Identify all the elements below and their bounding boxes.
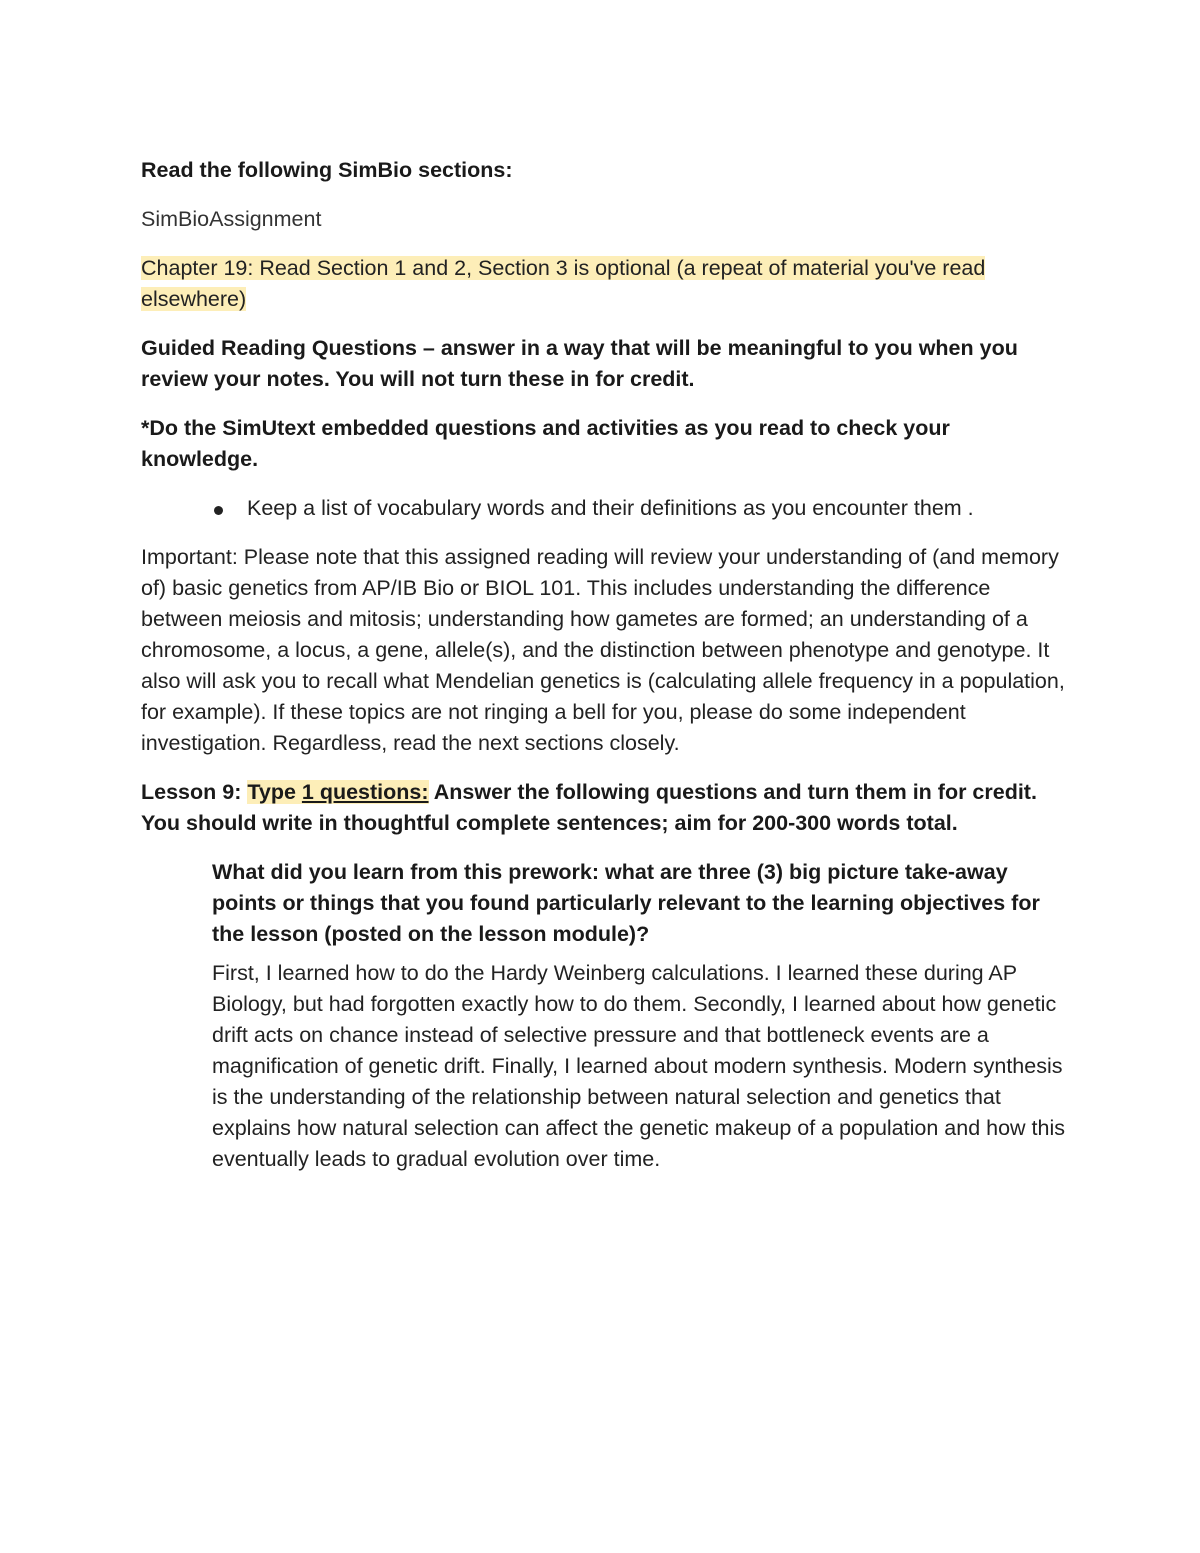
lesson-type-highlight (247, 780, 428, 804)
lesson-type-label: Type (247, 780, 302, 804)
questions-link[interactable]: 1 questions: (301, 780, 429, 804)
list-item (141, 493, 1066, 524)
lesson-prefix: Lesson 9: (141, 780, 248, 804)
simbio-assignment-link[interactable]: SimBioAssignment (141, 207, 322, 231)
important-note: Important: Please note that this assigned reading will review your understanding of (and memory of) basic genetics from AP/IB Bio or BIOL 101. This includes understanding the difference between meiosis and mitosis; understanding how gametes are formed; an understanding of a chromosome, a locus, a gene, allele(s), and the distinction between phenotype and genotype. It also will ask you to recall what Mendelian genetics is (calculating allele frequency in a population, for example). If these topics are not ringing a bell for you, please do some independent investigation. Regardless, read the next sections closely. (141, 545, 1065, 755)
lesson-rest: Answer the following questions and turn them in for credit. You should write in thoughtful complete sentences; aim for 200-300 words total. (141, 780, 1037, 835)
bullet-icon (214, 506, 223, 515)
lesson-instructions (141, 777, 1066, 839)
prework-answer: First, I learned how to do the Hardy Weinberg calculations. I learned these during AP Biology, but had forgotten exactly how to do them. Secondly, I learned about how genetic drift acts on chance instead of selective pressure and that bottleneck events are a magnification of genetic drift. Finally, I learned about modern synthesis. Modern synthesis is the understanding of the relationship between natural selection and genetics that explains how natural selection can affect the genetic makeup of a population and how this eventually leads to gradual evolution over time. (212, 961, 1065, 1171)
vocabulary-list (141, 493, 1066, 524)
simutext-instructions: *Do the SimUtext embedded questions and activities as you read to check your knowledge. (141, 416, 950, 471)
prework-question: What did you learn from this prework: what are three (3) big picture take-away points or things that you found particularly relevant to the learning objectives for the lesson (posted on the lesson module)? (212, 860, 1040, 946)
chapter-note-highlight: Chapter 19: Read Section 1 and 2, Section 3 is optional (a repeat of material you've read elsewhere) (141, 256, 986, 311)
chapter-note (141, 253, 1066, 315)
document-page (141, 155, 1066, 1193)
question-block (212, 857, 1066, 1175)
list-item-text: Keep a list of vocabulary words and their definitions as you encounter them . (247, 496, 974, 520)
section-heading: Read the following SimBio sections: (141, 158, 513, 182)
guided-reading-instructions: Guided Reading Questions – answer in a way that will be meaningful to you when you review your notes. You will not turn these in for credit. (141, 336, 1018, 391)
